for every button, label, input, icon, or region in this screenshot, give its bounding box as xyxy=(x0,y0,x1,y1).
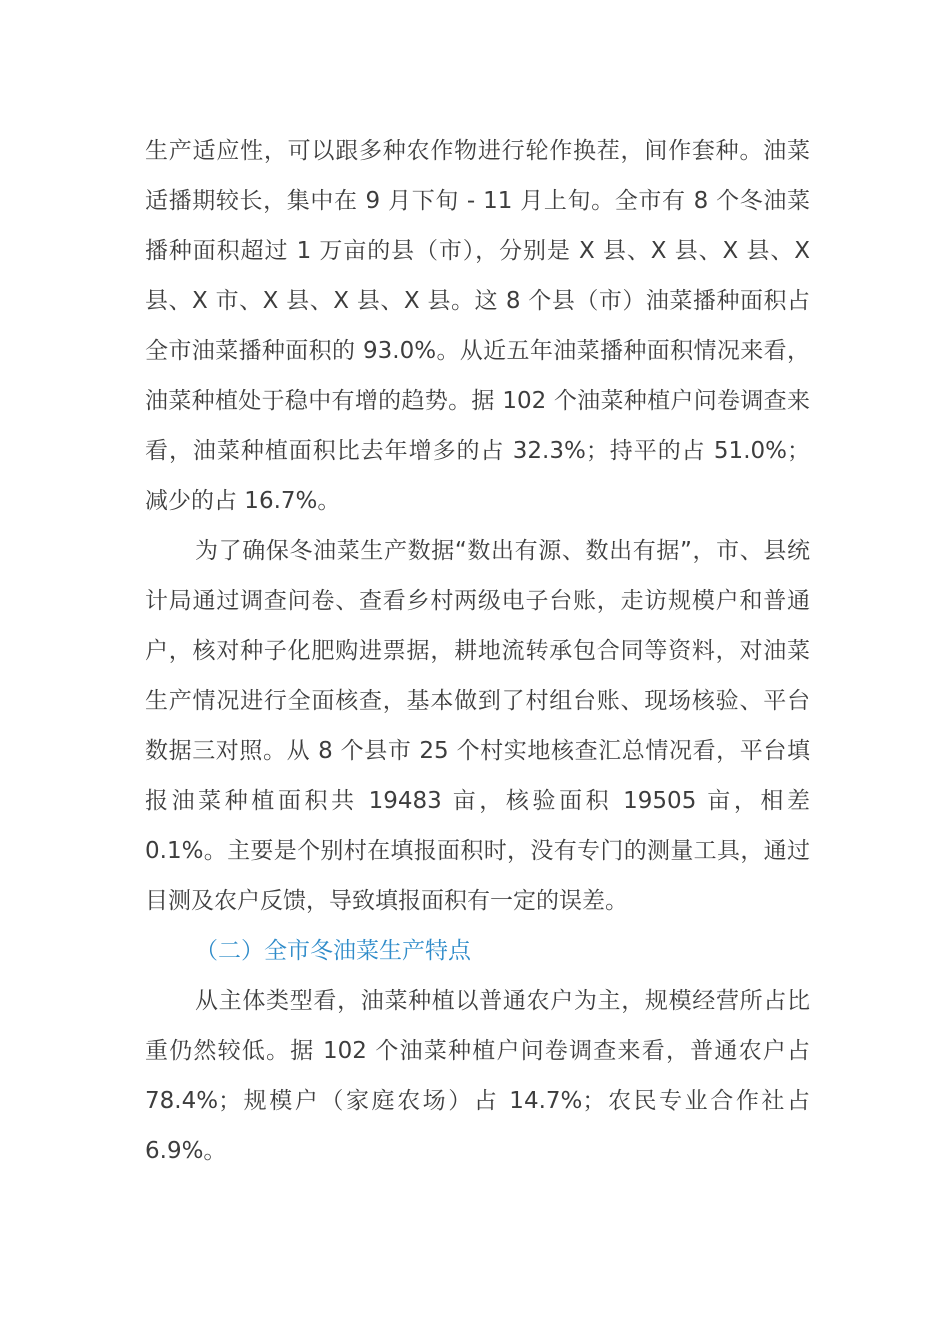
section-heading: （二）全市冬油菜生产特点 xyxy=(195,938,471,964)
body-paragraph-2: 为了确保冬油菜生产数据“数出有源、数出有据”，市、县统计局通过调查问卷、查看乡村两级电子台账，走访规模户和普通户，核对种子化肥购进票据，耕地流转承包合同等资料，对油菜生产情况进行全面核查，基本做到了村组台账、现场核验、平台数据三对照。从 8 个县市 25 个村实地核查汇总情况看，平台填报油菜种植面积共 19483 亩，核验面积 19505 亩，相差 0.1%。主要是个别村在填报面积时，没有专门的测量工具，通过目测及农户反馈，导致填报面积有一定的误差。 xyxy=(145,538,810,914)
document-page xyxy=(145,126,810,1176)
body-paragraph-1: 生产适应性，可以跟多种农作物进行轮作换茬，间作套种。油菜适播期较长，集中在 9 月下旬 - 11 月上旬。全市有 8 个冬油菜播种面积超过 1 万亩的县（市），分别是 X 县、X 县、X 县、X 县、X 市、X 县、X 县、X 县。这 8 个县（市）油菜播种面积占全市油菜播种面积的 93.0%。从近五年油菜播种面积情况来看，油菜种植处于稳中有增的趋势。据 102 个油菜种植户问卷调查来看，油菜种植面积比去年增多的占 32.3%；持平的占 51.0%；减少的占 16.7%。 xyxy=(145,138,810,514)
body-paragraph-3: 从主体类型看，油菜种植以普通农户为主，规模经营所占比重仍然较低。据 102 个油菜种植户问卷调查来看，普通农户占 78.4%；规模户（家庭农场）占 14.7%；农民专业合作社占 6.9%。 xyxy=(145,988,810,1164)
